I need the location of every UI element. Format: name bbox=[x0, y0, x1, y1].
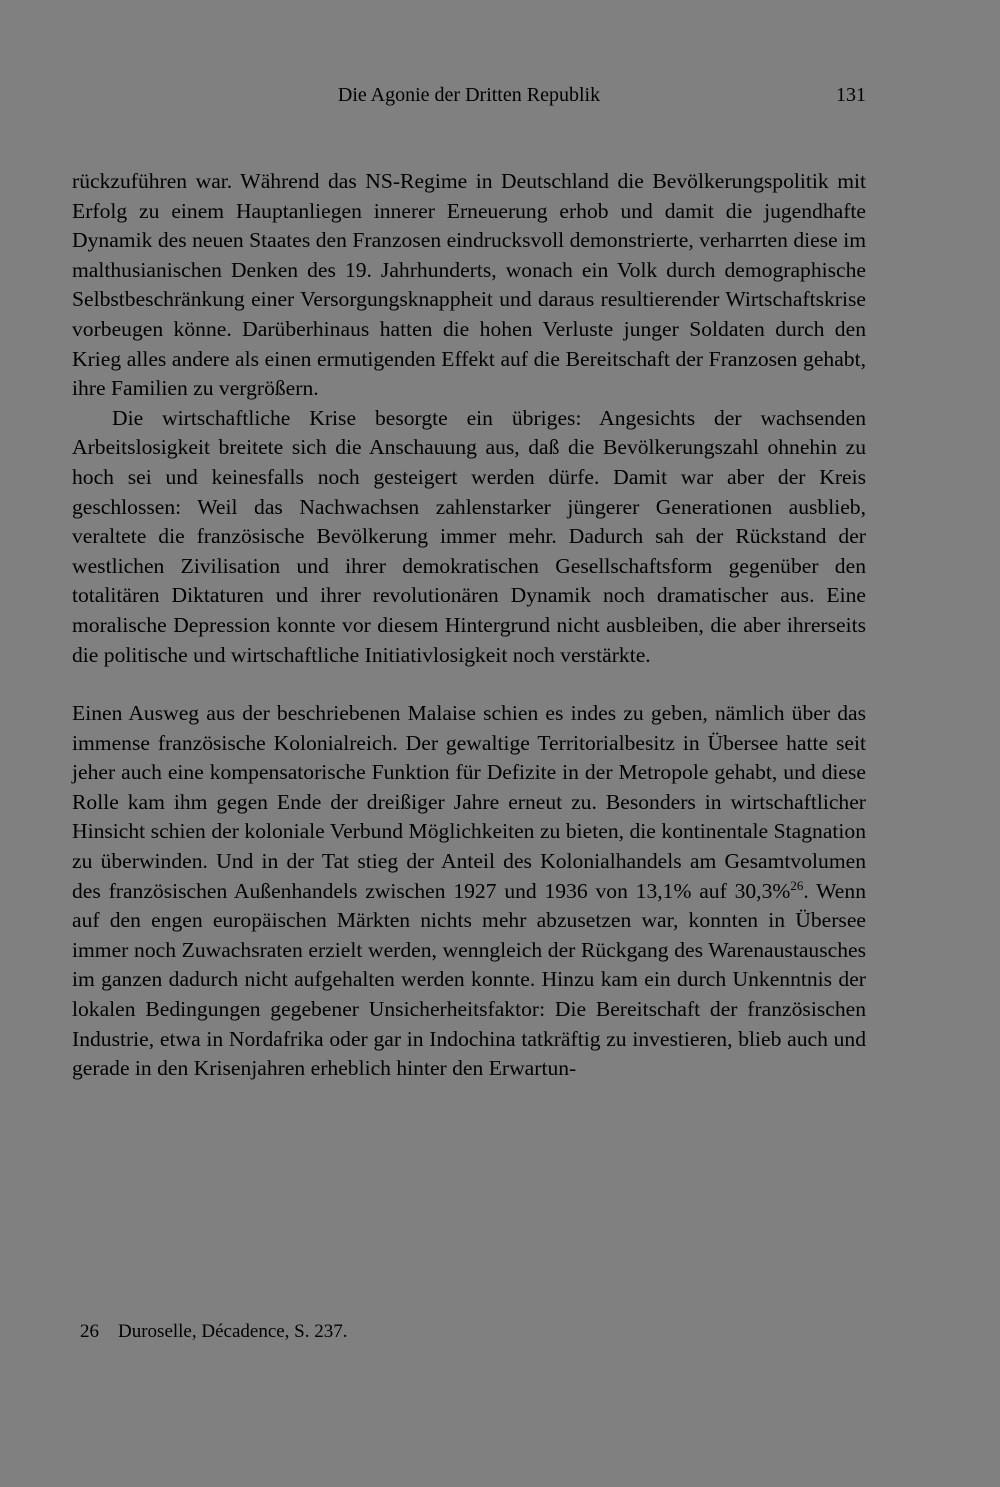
footnote-text: Duroselle, Décadence, S. 237. bbox=[118, 1321, 348, 1342]
paragraph-3-text-after-note: . Wenn auf den engen europäischen Märkten nichts mehr abzusetzen war, konnten in Übersee immer noch Zuwachsraten erzielt werden, wenngleich der Rückgang des Warenaustausches im ganzen dadurch nicht aufgehalten werden konnte. Hinzu kam ein durch Unkenntnis der lokalen Bedingungen gegebener Unsicherheitsfaktor: Die Bereitschaft der französischen Industrie, etwa in Nordafrika oder gar in Indochina tatkräftig zu investieren, blieb auch und gerade in den Krisenjahren erheblich hinter den Erwartun- bbox=[72, 878, 866, 1081]
paragraph-2: Die wirtschaftliche Krise besorgte ein übriges: Angesichts der wachsenden Arbeitslosigkeit breitete sich die Anschauung aus, daß die Bevölkerungszahl ohnehin zu hoch sei und keinesfalls noch gesteigert werden dürfe. Damit war aber der Kreis geschlossen: Weil das Nachwachsen zahlenstarker jüngerer Generationen ausblieb, veraltete die französische Bevölkerung immer mehr. Dadurch sah der Rückstand der westlichen Zivilisation und ihrer demokratischen Gesellschaftsform gegenüber den totalitären Diktaturen und ihrer revolutionären Dynamik noch dramatischer aus. Eine moralische Depression konnte vor diesem Hintergrund nicht ausbleiben, die aber ihrerseits die politische und wirtschaftliche Initiativlosigkeit noch verstärkte. bbox=[72, 405, 866, 667]
body-text bbox=[72, 167, 866, 1084]
page-number: 131 bbox=[836, 84, 866, 106]
running-header bbox=[72, 84, 866, 112]
paragraph-3 bbox=[72, 699, 866, 1084]
paragraph-1: rückzuführen war. Während das NS-Regime in Deutschland die Bevölkerungspolitik mit Erfolg zu einem Hauptanliegen innerer Erneuerung erhob und damit die jugendhafte Dynamik des neuen Staates den Franzosen eindrucksvoll demonstrierte, verharrten diese im malthusianischen Denken des 19. Jahrhunderts, wonach ein Volk durch demographische Selbstbeschränkung einer Versorgungsknappheit und daraus resultierender Wirtschaftskrise vorbeugen könne. Darüberhinaus hatten die hohen Verluste junger Soldaten durch den Krieg alles andere als einen ermutigenden Effekt auf die Bereitschaft der Franzosen gehabt, ihre Familien zu vergrößern. bbox=[72, 169, 866, 401]
footnote bbox=[80, 1320, 860, 1344]
footnote-number: 26 bbox=[80, 1321, 99, 1342]
footnote-reference: 26 bbox=[790, 877, 804, 893]
paragraph-3-text-before-note: Einen Ausweg aus der beschriebenen Malaise schien es indes zu geben, nämlich über das immense französische Kolonialreich. Der gewaltige Territorialbesitz in Übersee hatte seit jeher auch eine kompensatorische Funktion für Defizite in der Metropole gehabt, und diese Rolle kam ihm gegen Ende der dreißiger Jahre erneut zu. Besonders in wirtschaftlicher Hinsicht schien der koloniale Verbund Möglichkeiten zu bieten, die kontinentale Stagnation zu überwinden. Und in der Tat stieg der Anteil des Kolonialhandels am Gesamtvolumen des französischen Außenhandels zwischen 1927 und 1936 von 13,1% auf 30,3% bbox=[72, 701, 866, 903]
running-title: Die Agonie der Dritten Republik bbox=[337, 84, 601, 106]
